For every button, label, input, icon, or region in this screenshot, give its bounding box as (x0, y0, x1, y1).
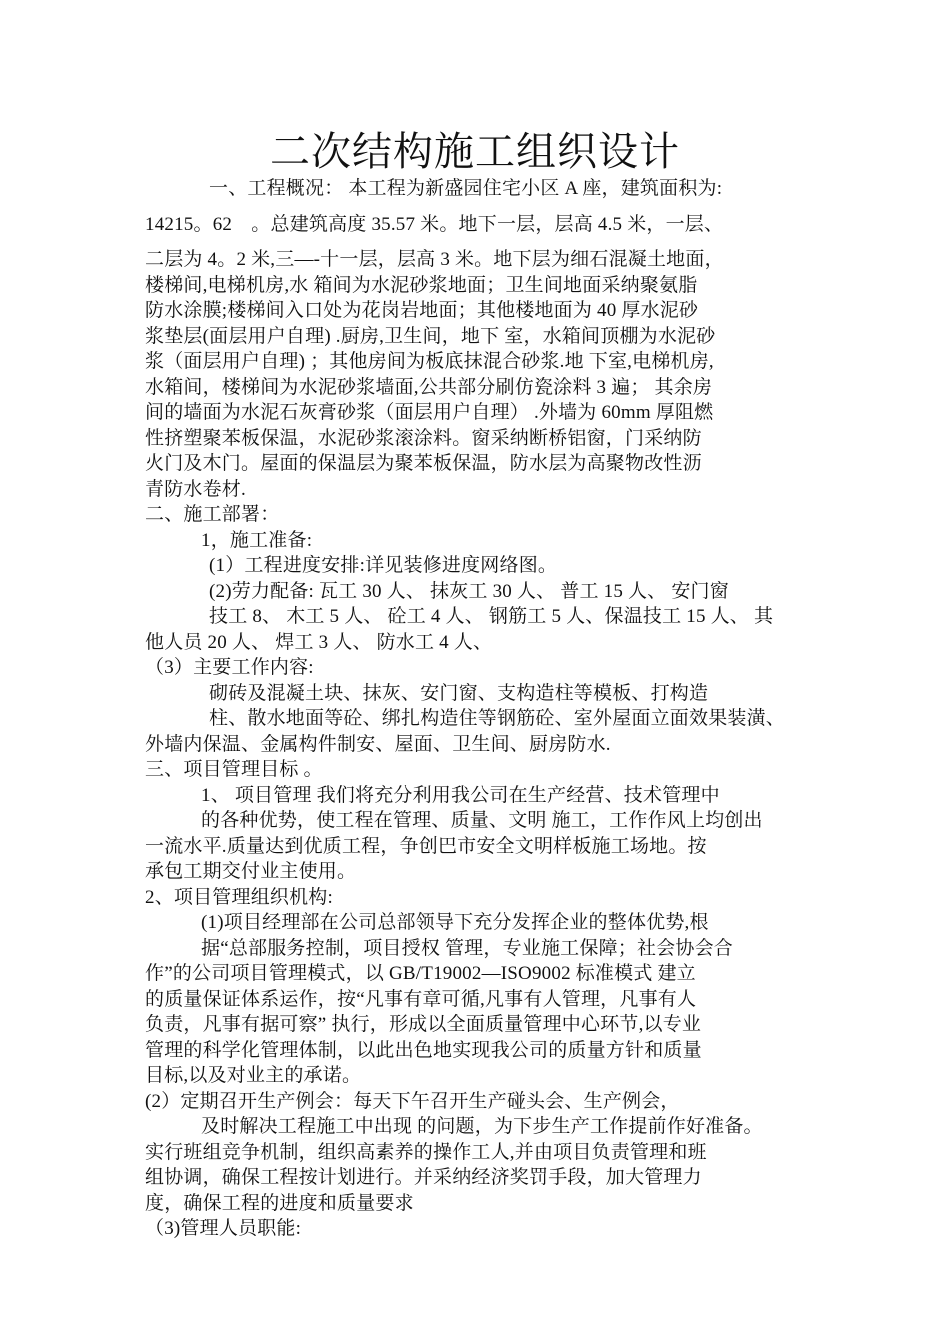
section-heading-overview: 一、工程概况： 本工程为新盛园住宅小区 A 座，建筑面积为: (209, 178, 723, 199)
paragraph-line: (2）定期召开生产例会：每天下午召开生产碰头会、生产例会， (145, 1090, 680, 1112)
paragraph-line: 火门及木门。屋面的保温层为聚苯板保温，防水层为高聚物改性沥 (145, 453, 702, 474)
document-title: 二次结构施工组织设计 (270, 129, 680, 174)
subsection-heading: (1)项目经理部在公司总部领导下充分发挥企业的整体优势,根 (201, 912, 709, 933)
section-heading-goals: 1、 项目管理 我们将充分利用我公司在生产经营、技术管理中 (201, 784, 720, 806)
paragraph-line: 他人员 20 人、 焊工 3 人、 防水工 4 人、 (145, 631, 493, 653)
paragraph-line: 间的墙面为水泥石灰膏砂浆（面层用户自理） .外墙为 60mm 厚阻燃 (145, 402, 714, 423)
paragraph-line: 性挤塑聚苯板保温，水泥砂浆滚涂料。窗采纳断桥铝窗，门采纳防 (145, 427, 702, 449)
paragraph-line: 二层为 4。2 米,三—-十一层，层高 3 米。地下层为细石混凝土地面， (145, 249, 724, 270)
paragraph-line: 浆（面层用户自理) ；其他房间为板底抹混合砂浆.地 下室,电梯机房, (145, 351, 714, 372)
paragraph-line: 组协调，确保工程按计划进行。并采纳经济奖罚手段，加大管理力 (145, 1167, 702, 1188)
paragraph-line: 管理的科学化管理体制，以此出色地实现我公司的质量方针和质量 (145, 1039, 702, 1061)
paragraph-line: 2、项目管理组织机构: (145, 886, 333, 908)
paragraph-line: 柱、散水地面等砼、绑扎构造住等钢筋砼、室外屋面立面效果装潢、 (209, 708, 786, 729)
paragraph-line: 防水涂膜;楼梯间入口处为花岗岩地面；其他楼地面为 40 厚水泥砂 (145, 300, 699, 321)
list-item: 技工 8、 木工 5 人、 砼工 4 人、 钢筋工 5 人、保温技工 15 人、 其 (209, 606, 774, 627)
paragraph-line: 作”的公司项目管理模式，以 GB/T19002—ISO9002 标准模式 建立 (145, 963, 696, 984)
paragraph-line: 二、施工部署： (145, 504, 280, 525)
paragraph-line: 楼梯间,电梯机房,水 箱间为水泥砂浆地面；卫生间地面采纳聚氨脂 (145, 274, 698, 296)
paragraph-line: 一流水平.质量达到优质工程，争创巴市安全文明样板施工场地。按 (145, 835, 707, 857)
paragraph-line: 度，确保工程的进度和质量要求 (145, 1192, 414, 1214)
paragraph-line: 的质量保证体系运作，按“凡事有章可循,凡事有人管理，凡事有人 (145, 988, 697, 1010)
list-item: (2)劳力配备: 瓦工 30 人、 抹灰工 30 人、 普工 15 人、 安门窗 (209, 580, 729, 602)
subsection-heading: (1）工程进度安排:详见装修进度网络图。 (209, 555, 558, 576)
list-item: 砌砖及混凝土块、抹灰、安门窗、支构造柱等模板、打构造 (209, 682, 709, 704)
paragraph-line: 浆垫层(面层用户自理) .厨房,卫生间，地下 室，水箱间顶棚为水泥砂 (145, 325, 716, 347)
paragraph-line: 实行班组竞争机制，组织高素养的操作工人,并由项目负责管理和班 (145, 1141, 707, 1163)
paragraph-line: 负责，凡事有据可察” 执行，形成以全面质量管理中心环节,以专业 (145, 1014, 702, 1035)
paragraph-line: 14215。62 。总建筑高度 35.57 米。地下一层，层高 4.5 米，一层、 (145, 213, 724, 235)
paragraph-line: （3）主要工作内容: (145, 657, 314, 678)
paragraph-line: 及时解决工程施工中出现 的问题，为下步生产工作提前作好准备。 (201, 1116, 763, 1137)
paragraph-line: 承包工期交付业主使用。 (145, 861, 357, 882)
paragraph-line: 青防水卷材. (145, 478, 246, 500)
paragraph-line: 水箱间，楼梯间为水泥砂浆墙面,公共部分刷仿瓷涂料 3 遍； 其余房 (145, 376, 713, 398)
document-body (145, 176, 817, 1242)
paragraph-line: 的各种优势，使工程在管理、质量、文明 施工，工作作风上均创出 (201, 810, 763, 831)
paragraph-line: 三、项目管理目标 。 (145, 759, 323, 780)
paragraph-line: （3)管理人员职能: (145, 1218, 302, 1239)
section-heading-deployment: 1，施工准备: (201, 529, 313, 551)
paragraph-line: 据“总部服务控制，项目授权 管理，专业施工保障；社会协会合 (201, 937, 733, 959)
paragraph-line: 目标,以及对业主的承诺。 (145, 1065, 362, 1086)
paragraph-line: 外墙内保温、金属构件制安、屋面、卫生间、厨房防水. (145, 733, 611, 755)
